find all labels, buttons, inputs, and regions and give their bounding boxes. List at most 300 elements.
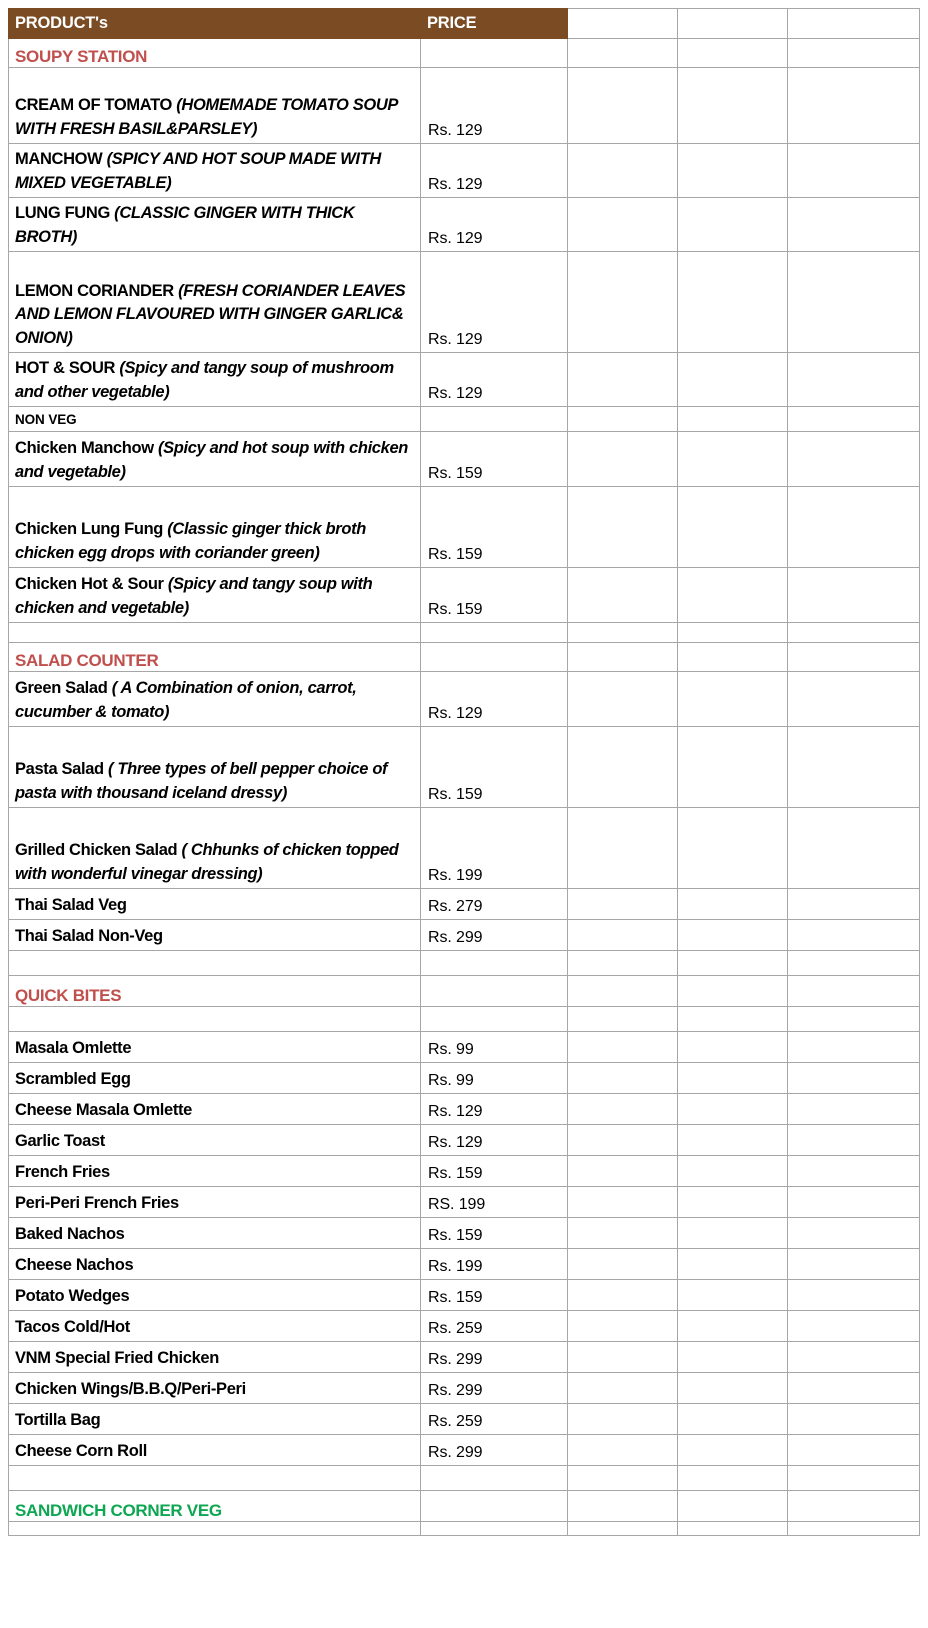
empty-cell [568,68,678,144]
product-text [9,573,420,622]
product-text [9,1068,420,1093]
empty-cell [421,951,568,976]
product-name-cell [9,808,421,889]
product-title: Chicken Hot & Sour [15,575,168,594]
section-header-label: SOUPY STATION [15,47,148,66]
price-value: Rs. 259 [428,1320,483,1337]
empty-cell [568,1280,678,1311]
empty-cell [788,1007,920,1032]
product-name-cell [9,432,421,487]
spacer-row [9,1007,920,1032]
product-title: Cheese Nachos [15,1255,134,1274]
price-value: Rs. 99 [428,1072,474,1089]
price-value: Rs. 129 [428,176,483,193]
empty-cell [678,1466,788,1491]
empty-cell [568,1249,678,1280]
product-name-cell [9,920,421,951]
product-name-cell [9,1342,421,1373]
empty-cell [568,951,678,976]
empty-cell [788,951,920,976]
table-row [9,1218,920,1249]
table-row [9,487,920,568]
empty-cell [568,407,678,432]
empty-cell [421,643,568,672]
product-title: Potato Wedges [15,1286,130,1305]
empty-cell [678,39,788,68]
product-title: Cheese Corn Roll [15,1441,147,1460]
price-cell [421,1063,568,1094]
empty-cell [678,951,788,976]
empty-cell [788,643,920,672]
empty-cell [568,1032,678,1063]
product-text [9,1378,420,1403]
empty-cell [788,889,920,920]
empty-cell [678,1404,788,1435]
table-row [9,407,920,432]
product-text [9,1130,420,1155]
product-text [9,1316,420,1341]
empty-cell [678,1435,788,1466]
price-value: Rs. 129 [428,230,483,247]
table-header [9,9,920,39]
empty-cell [568,889,678,920]
empty-cell [788,1218,920,1249]
product-title: Thai Salad Veg [15,895,127,914]
product-title: Green Salad [15,679,112,698]
empty-cell [9,951,421,976]
empty-cell [568,1218,678,1249]
price-cell [421,198,568,252]
product-text [9,202,420,251]
empty-cell [788,1125,920,1156]
empty-cell [568,252,678,353]
section-header-label: SANDWICH CORNER VEG [15,1501,222,1520]
empty-cell [568,1466,678,1491]
price-value: Rs. 199 [428,867,483,884]
empty-cell [788,1342,920,1373]
price-value: Rs. 159 [428,1289,483,1306]
empty-cell [678,623,788,643]
empty-cell [568,198,678,252]
price-cell [421,1156,568,1187]
price-value: Rs. 129 [428,1103,483,1120]
empty-cell [678,727,788,808]
price-value: Rs. 129 [428,385,483,402]
empty-cell [788,1435,920,1466]
price-value: Rs. 159 [428,546,483,563]
product-text [9,839,420,888]
menu-price-table [8,8,920,1536]
price-value: Rs. 299 [428,1351,483,1368]
column-header-extra2 [678,9,788,39]
empty-cell [788,252,920,353]
empty-cell [568,1491,678,1522]
empty-cell [788,487,920,568]
price-value: Rs. 199 [428,1258,483,1275]
empty-cell [678,144,788,198]
empty-cell [788,1522,920,1536]
empty-cell [568,1435,678,1466]
table-row [9,1280,920,1311]
table-row [9,1063,920,1094]
price-value: Rs. 159 [428,1227,483,1244]
empty-cell [678,1156,788,1187]
price-value: Rs. 99 [428,1041,474,1058]
price-cell [421,1342,568,1373]
product-title: Chicken Lung Fung [15,520,168,539]
table-row [9,1125,920,1156]
product-description: (HOMEMADE TOMATO SOUP WITH FRESH BASIL&PARSLEY) [15,96,398,138]
product-title: Chicken Manchow [15,439,158,458]
table-row [9,920,920,951]
table-row [9,1249,920,1280]
empty-cell [788,1404,920,1435]
empty-cell [788,198,920,252]
price-value: Rs. 159 [428,601,483,618]
price-cell [421,1280,568,1311]
empty-cell [788,1311,920,1342]
section-header-row [9,976,920,1007]
empty-cell [788,353,920,407]
table-row [9,68,920,144]
product-description: (CLASSIC GINGER WITH THICK BROTH) [15,204,355,246]
empty-cell [678,1032,788,1063]
empty-cell [568,1063,678,1094]
empty-cell [678,1311,788,1342]
price-cell [421,1311,568,1342]
price-cell [421,432,568,487]
product-description: (Classic ginger thick broth chicken egg drops with coriander green) [15,520,366,562]
product-title: Peri-Peri French Fries [15,1193,179,1212]
empty-cell [568,1187,678,1218]
section-header-cell [9,976,421,1007]
column-header-extra1 [568,9,678,39]
price-cell [421,1187,568,1218]
empty-cell [788,1063,920,1094]
product-title: French Fries [15,1162,110,1181]
product-description: (Spicy and hot soup with chicken and vegetable) [15,439,409,481]
product-name-cell [9,1404,421,1435]
table-row [9,144,920,198]
price-value: Rs. 259 [428,1413,483,1430]
table-row [9,252,920,353]
empty-cell [568,39,678,68]
product-text [9,410,420,431]
product-text [9,1409,420,1434]
product-name-cell [9,568,421,623]
empty-cell [568,487,678,568]
empty-cell [788,976,920,1007]
empty-cell [678,643,788,672]
empty-cell [678,920,788,951]
empty-cell [9,1522,421,1536]
empty-cell [788,1491,920,1522]
table-row [9,672,920,727]
price-value: Rs. 299 [428,1444,483,1461]
price-cell [421,1094,568,1125]
section-header-row [9,39,920,68]
product-text [9,148,420,197]
empty-cell [788,68,920,144]
product-text [9,925,420,950]
empty-cell [568,568,678,623]
table-row [9,1156,920,1187]
table-row [9,1342,920,1373]
product-text [9,437,420,486]
empty-cell [788,39,920,68]
price-value: Rs. 159 [428,465,483,482]
empty-cell [678,1187,788,1218]
product-title: MANCHOW [15,150,107,169]
spacer-row [9,1466,920,1491]
empty-cell [788,808,920,889]
price-value: Rs. 299 [428,1382,483,1399]
empty-cell [678,976,788,1007]
empty-cell [421,1491,568,1522]
empty-cell [568,623,678,643]
column-header-price [421,9,568,39]
product-text [9,1161,420,1186]
empty-cell [568,643,678,672]
spacer-row [9,623,920,643]
product-title: Pasta Salad [15,760,109,779]
product-text [9,357,420,406]
table-row [9,727,920,808]
price-value: RS. 199 [428,1196,486,1213]
product-name-cell [9,1280,421,1311]
table-row [9,889,920,920]
empty-cell [788,920,920,951]
empty-cell [568,1373,678,1404]
product-title: Chicken Wings/B.B.Q/Peri-Peri [15,1379,246,1398]
spacer-row [9,1522,920,1536]
empty-cell [678,1491,788,1522]
product-name-cell [9,1125,421,1156]
empty-cell [568,1522,678,1536]
product-name-cell [9,1063,421,1094]
table-row [9,1311,920,1342]
empty-cell [678,198,788,252]
table-row [9,198,920,252]
product-text [9,518,420,567]
price-cell [421,808,568,889]
empty-cell [421,1522,568,1536]
table-body [9,39,920,1536]
empty-cell [568,976,678,1007]
product-text [9,1285,420,1310]
empty-cell [678,252,788,353]
empty-cell [678,672,788,727]
price-value: Rs. 129 [428,122,483,139]
price-cell [421,1435,568,1466]
product-title: Baked Nachos [15,1224,125,1243]
price-cell [421,1249,568,1280]
product-text [9,1223,420,1248]
product-name-cell [9,353,421,407]
empty-cell [678,1063,788,1094]
empty-cell [788,432,920,487]
product-description: (Spicy and tangy soup with chicken and vegetable) [15,575,373,617]
product-name-cell [9,252,421,353]
column-header-extra3 [788,9,920,39]
empty-cell [568,144,678,198]
price-value: Rs. 129 [428,331,483,348]
empty-cell [788,623,920,643]
empty-cell [421,1007,568,1032]
product-text [9,1347,420,1372]
spacer-row [9,951,920,976]
section-header-cell [9,39,421,68]
section-header-label: QUICK BITES [15,986,122,1005]
empty-cell [788,1094,920,1125]
empty-cell [678,1094,788,1125]
product-title: Cheese Masala Omlette [15,1100,192,1119]
product-title: Garlic Toast [15,1131,105,1150]
column-header-product-label: PRODUCT's [15,14,108,32]
price-cell [421,252,568,353]
empty-cell [788,1249,920,1280]
empty-cell [788,568,920,623]
empty-cell [678,432,788,487]
price-cell [421,727,568,808]
product-text [9,1192,420,1217]
empty-cell [568,727,678,808]
empty-cell [421,976,568,1007]
empty-cell [568,1125,678,1156]
price-cell [421,889,568,920]
price-cell [421,1373,568,1404]
product-description: ( A Combination of onion, carrot, cucumber & tomato) [15,679,357,721]
product-text [9,894,420,919]
product-title: Masala Omlette [15,1038,132,1057]
product-name-cell [9,1156,421,1187]
empty-cell [678,889,788,920]
empty-cell [568,1404,678,1435]
price-cell [421,920,568,951]
section-header-row [9,643,920,672]
empty-cell [678,1249,788,1280]
empty-cell [568,1311,678,1342]
empty-cell [421,1466,568,1491]
product-name-cell [9,198,421,252]
empty-cell [568,808,678,889]
empty-cell [568,672,678,727]
table-row [9,1032,920,1063]
product-name-cell [9,144,421,198]
price-cell [421,144,568,198]
price-cell [421,568,568,623]
price-cell [421,672,568,727]
empty-cell [568,1007,678,1032]
price-cell [421,68,568,144]
price-value: Rs. 129 [428,705,483,722]
price-cell [421,1404,568,1435]
product-title: Grilled Chicken Salad [15,841,182,860]
empty-cell [678,1007,788,1032]
price-value: Rs. 129 [428,1134,483,1151]
table-row [9,353,920,407]
product-name-cell [9,68,421,144]
table-row [9,1373,920,1404]
empty-cell [678,1342,788,1373]
product-text [9,1037,420,1062]
empty-cell [678,568,788,623]
product-description: (Spicy and tangy soup of mushroom and other vegetable) [15,359,394,401]
empty-cell [568,353,678,407]
table-row [9,432,920,487]
price-cell [421,353,568,407]
price-value: Rs. 159 [428,786,483,803]
product-title: Tacos Cold/Hot [15,1317,130,1336]
product-name-cell [9,1187,421,1218]
empty-cell [9,1466,421,1491]
empty-cell [678,808,788,889]
section-header-cell [9,1491,421,1522]
price-cell [421,1218,568,1249]
product-name-cell [9,1249,421,1280]
empty-cell [568,920,678,951]
empty-cell [9,623,421,643]
product-name-cell [9,1094,421,1125]
product-text [9,1440,420,1465]
empty-cell [678,1373,788,1404]
product-name-cell [9,407,421,432]
empty-cell [421,623,568,643]
empty-cell [788,727,920,808]
header-row [9,9,920,39]
product-title: Thai Salad Non-Veg [15,926,163,945]
empty-cell [788,1187,920,1218]
empty-cell [678,353,788,407]
product-description: ( Three types of bell pepper choice of pasta with thousand iceland dressy) [15,760,388,802]
table-row [9,808,920,889]
empty-cell [568,1342,678,1373]
product-title: VNM Special Fried Chicken [15,1348,219,1367]
product-name-cell [9,1373,421,1404]
empty-cell [421,39,568,68]
empty-cell [568,1094,678,1125]
table-row [9,1187,920,1218]
column-header-product [9,9,421,39]
product-title: HOT & SOUR [15,359,120,378]
section-header-label: SALAD COUNTER [15,651,159,670]
product-title: Tortilla Bag [15,1410,101,1429]
price-cell [421,487,568,568]
product-title: LEMON CORIANDER [15,281,179,300]
empty-cell [678,1218,788,1249]
product-title: CREAM OF TOMATO [15,96,177,115]
table-row [9,1404,920,1435]
product-name-cell [9,1311,421,1342]
price-value: Rs. 279 [428,898,483,915]
product-description: (FRESH CORIANDER LEAVES AND LEMON FLAVOURED WITH GINGER GARLIC& ONION) [15,281,406,347]
product-title: LUNG FUNG [15,204,115,223]
product-text [9,677,420,726]
empty-cell [678,487,788,568]
product-text [9,280,420,352]
product-name-cell [9,1218,421,1249]
price-cell [421,1032,568,1063]
product-name-cell [9,487,421,568]
price-cell [421,1125,568,1156]
product-text [9,1099,420,1124]
price-value: Rs. 159 [428,1165,483,1182]
section-header-cell [9,643,421,672]
product-name-cell [9,889,421,920]
product-text [9,758,420,807]
empty-cell [678,1125,788,1156]
empty-cell [788,1156,920,1187]
